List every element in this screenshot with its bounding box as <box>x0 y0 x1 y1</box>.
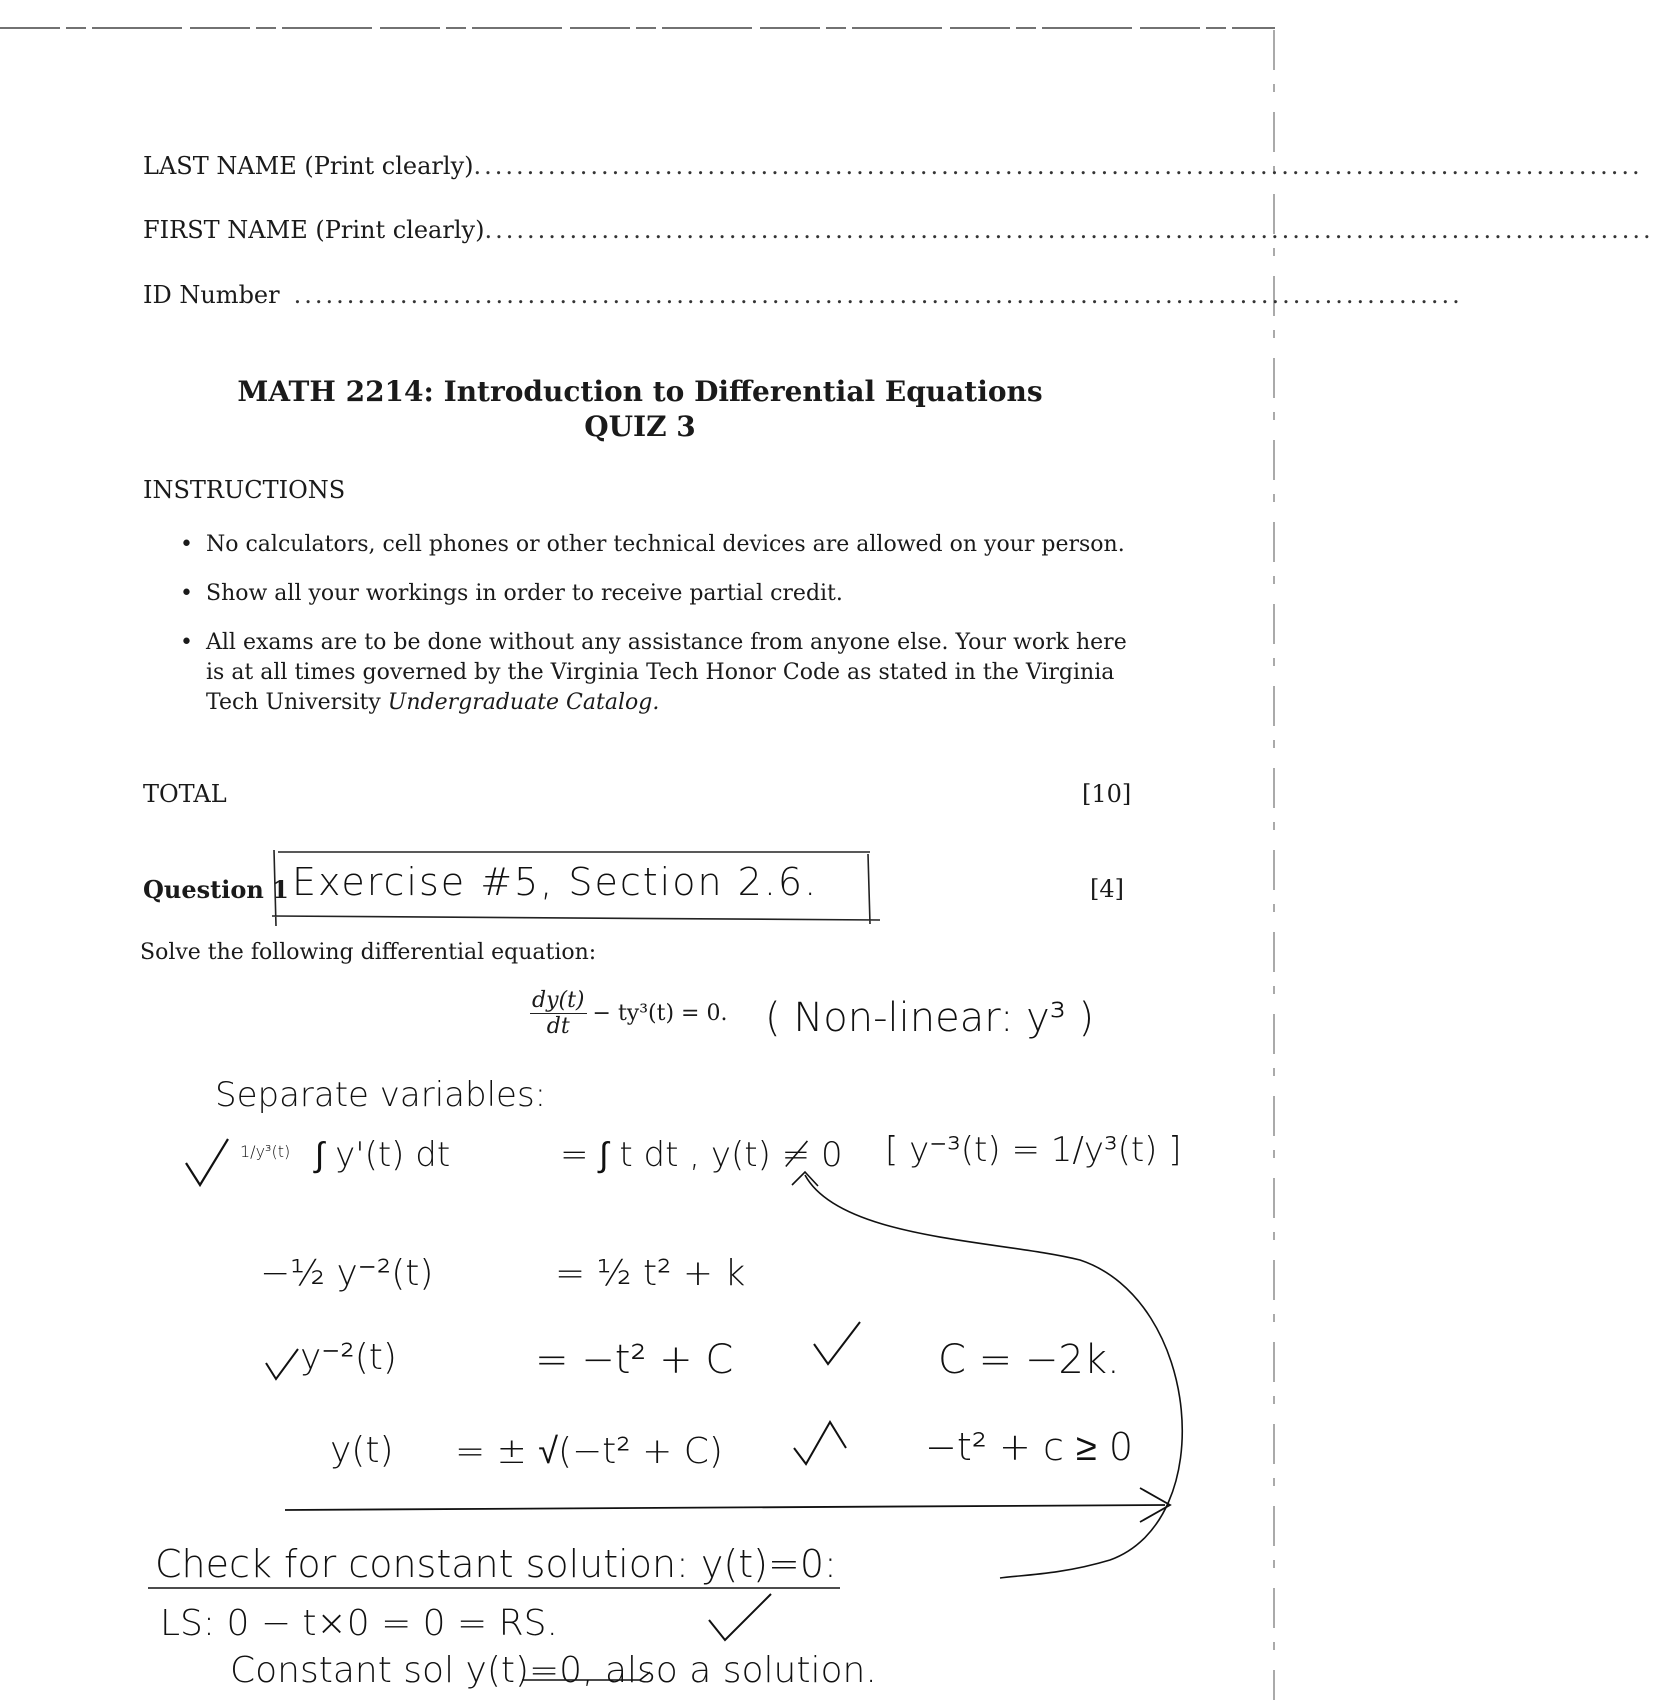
check-mark <box>705 1590 775 1645</box>
dotted-line: .............................................................................................................. <box>484 216 1654 244</box>
line4-left: y(t) <box>330 1430 394 1471</box>
line1-fraction: 1/y³(t) <box>240 1142 291 1161</box>
total-points: [10] <box>1082 780 1132 808</box>
line2-right: = ½ t² + k <box>555 1253 746 1294</box>
line1-left: ∫ y'(t) dt <box>315 1135 451 1175</box>
eq-rest: − ty³(t) = 0. <box>592 1001 728 1026</box>
eq-numerator: dy(t) <box>532 988 585 1013</box>
id-number-label: ID Number <box>143 281 280 309</box>
instruction-item: • All exams are to be done without any assistance from anyone else. Your work here is at all times governed by the Virginia Tech Honor Code as stated in the Virginia Tech University Undergraduate Catalog. <box>180 628 1130 718</box>
question-1-prompt: Solve the following differential equation: <box>140 940 597 965</box>
line4-right: = ± √(−t² + C) <box>455 1431 723 1472</box>
domain-condition: −t² + c ≥ 0 <box>925 1425 1134 1469</box>
instruction-item: • Show all your workings in order to receive partial credit. <box>180 579 1130 609</box>
dotted-line: .............................................................................................................. <box>473 152 1643 180</box>
identity-note: [ y⁻³(t) = 1/y³(t) ] <box>885 1130 1182 1170</box>
line1-right: = ∫ t dt , y(t) ≠ 0 <box>560 1135 843 1175</box>
instructions-heading: INSTRUCTIONS <box>143 476 346 504</box>
ls-rs-check: LS: 0 − t×0 = 0 = RS. <box>160 1603 558 1644</box>
last-name-label: LAST NAME (Print clearly) <box>143 152 474 180</box>
constant-solution-note: Constant sol y(t)=0, also a solution. <box>230 1650 877 1691</box>
line3-left: y⁻²(t) <box>300 1337 397 1378</box>
total-label: TOTAL <box>143 780 227 808</box>
first-name-label: FIRST NAME (Print clearly) <box>143 216 485 244</box>
dotted-line: .............................................................................................................. <box>293 281 1463 309</box>
instruction-item: • No calculators, cell phones or other technical devices are allowed on your person. <box>180 530 1130 560</box>
note-nonlinear: ( Non-linear: y³ ) <box>765 995 1095 1041</box>
separate-variables: Separate variables: <box>215 1075 547 1115</box>
quiz-title: QUIZ 3 <box>584 410 696 443</box>
course-title: MATH 2214: Introduction to Differential Equations <box>237 375 1043 408</box>
line3-right: = −t² + C <box>535 1337 734 1383</box>
c-definition: C = −2k. <box>938 1337 1120 1383</box>
handwritten-exercise-ref: Exercise #5, Section 2.6. <box>292 860 819 904</box>
check-constant-solution: Check for constant solution: y(t)=0: <box>155 1542 837 1586</box>
question-1-points: [4] <box>1090 875 1124 903</box>
eq-denominator: dt <box>546 1014 570 1039</box>
question-1-label: Question 1 <box>143 875 289 904</box>
line2-left: −½ y⁻²(t) <box>260 1253 434 1294</box>
